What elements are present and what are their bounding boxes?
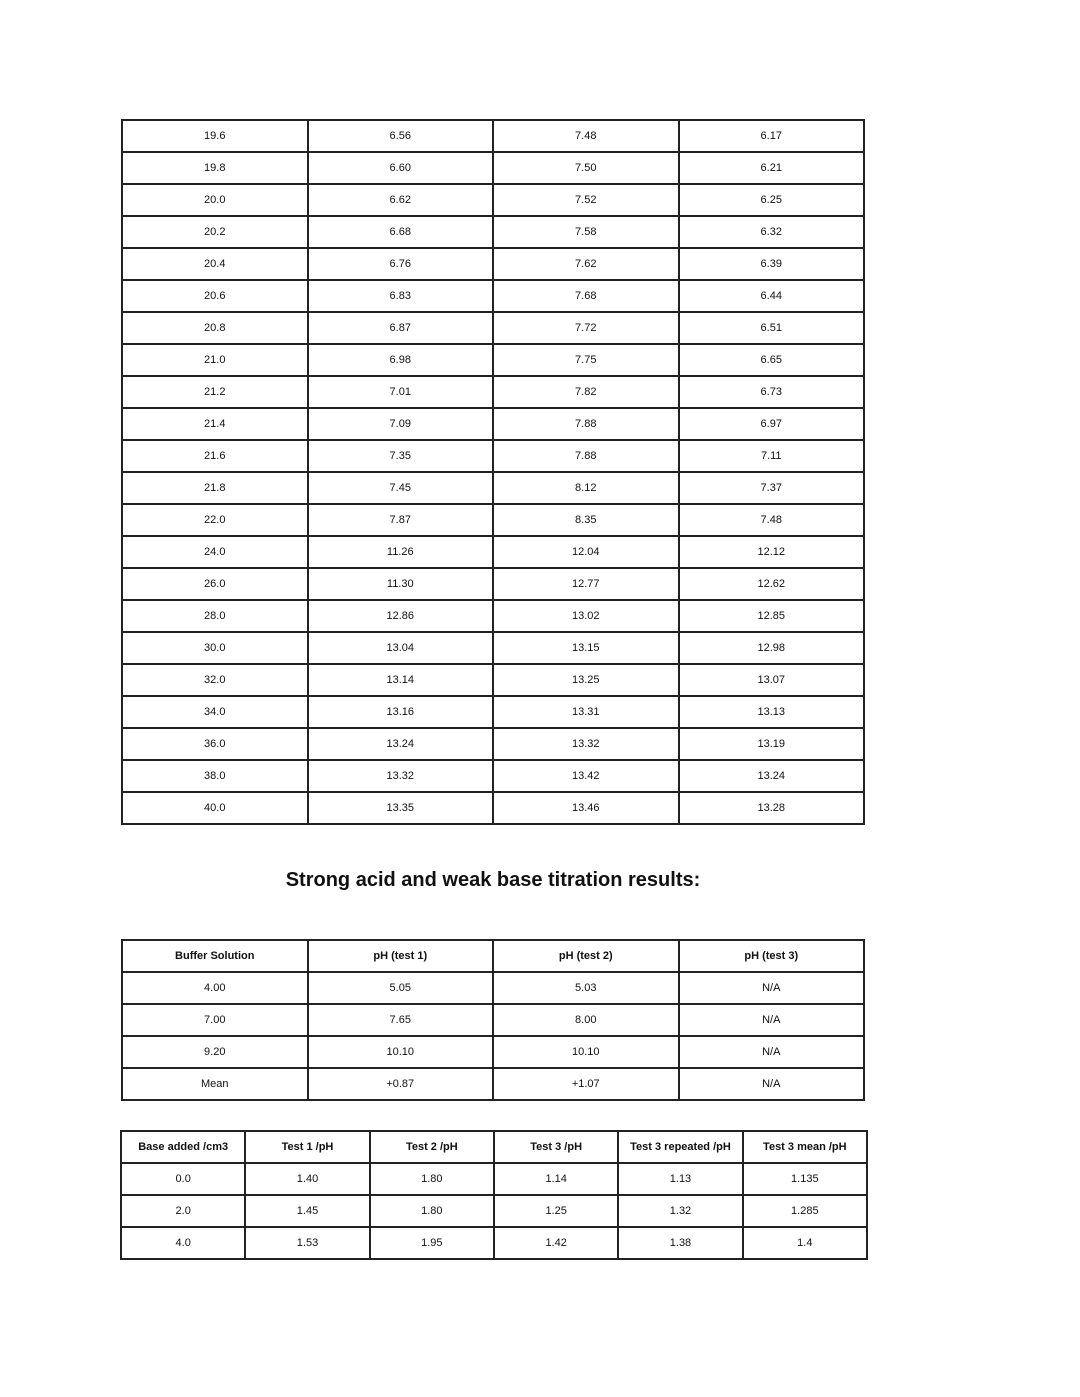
table-cell: 1.40 — [245, 1163, 369, 1195]
table-cell: 1.4 — [743, 1227, 867, 1259]
column-header: Test 3 /pH — [494, 1131, 618, 1163]
table-cell: N/A — [679, 1036, 865, 1068]
table-row — [122, 280, 864, 312]
table-cell: +0.87 — [308, 1068, 494, 1100]
table-cell: 20.2 — [122, 216, 308, 248]
table-row — [122, 312, 864, 344]
table-row — [122, 1036, 864, 1068]
table-cell: 13.19 — [679, 728, 865, 760]
table-cell: 7.45 — [308, 472, 494, 504]
column-header: pH (test 1) — [308, 940, 494, 972]
table-cell: 1.38 — [618, 1227, 742, 1259]
table-cell: 1.135 — [743, 1163, 867, 1195]
table-cell: 21.6 — [122, 440, 308, 472]
table-row — [122, 536, 864, 568]
table-row — [122, 1004, 864, 1036]
table-row — [122, 1068, 864, 1100]
table-cell: 1.285 — [743, 1195, 867, 1227]
table-cell: 13.24 — [308, 728, 494, 760]
table-cell: 7.00 — [122, 1004, 308, 1036]
table-cell: 7.50 — [493, 152, 679, 184]
header-row — [122, 940, 864, 972]
table-cell: 1.53 — [245, 1227, 369, 1259]
table-row — [122, 972, 864, 1004]
table-cell: 26.0 — [122, 568, 308, 600]
table-row — [122, 664, 864, 696]
column-header: Test 3 repeated /pH — [618, 1131, 742, 1163]
table-cell: 7.72 — [493, 312, 679, 344]
table-cell: 12.85 — [679, 600, 865, 632]
header-row — [121, 1131, 867, 1163]
table-cell: 6.60 — [308, 152, 494, 184]
buffer-calibration-table — [121, 939, 865, 1101]
table-cell: 19.6 — [122, 120, 308, 152]
table-cell: 6.17 — [679, 120, 865, 152]
table-row — [122, 472, 864, 504]
table-cell: 13.15 — [493, 632, 679, 664]
table-cell: 7.58 — [493, 216, 679, 248]
table-row — [121, 1195, 867, 1227]
table-row — [122, 376, 864, 408]
table-cell: +1.07 — [493, 1068, 679, 1100]
column-header: pH (test 2) — [493, 940, 679, 972]
table-cell: 1.14 — [494, 1163, 618, 1195]
table-cell: 1.80 — [370, 1163, 494, 1195]
table-cell: 13.32 — [308, 760, 494, 792]
table-cell: 1.95 — [370, 1227, 494, 1259]
table-cell: 7.37 — [679, 472, 865, 504]
table-cell: 20.8 — [122, 312, 308, 344]
table-cell: 30.0 — [122, 632, 308, 664]
table-row — [122, 408, 864, 440]
table-cell: 6.76 — [308, 248, 494, 280]
table-row — [122, 248, 864, 280]
table-cell: 38.0 — [122, 760, 308, 792]
table-cell: 6.62 — [308, 184, 494, 216]
table-cell: 20.6 — [122, 280, 308, 312]
table-cell: 7.48 — [679, 504, 865, 536]
table-cell: 20.0 — [122, 184, 308, 216]
table-row — [122, 728, 864, 760]
table-cell: 12.77 — [493, 568, 679, 600]
table-cell: 19.8 — [122, 152, 308, 184]
table-cell: 7.65 — [308, 1004, 494, 1036]
table-cell: 36.0 — [122, 728, 308, 760]
table-cell: 6.73 — [679, 376, 865, 408]
table-row — [122, 696, 864, 728]
table-cell: 6.44 — [679, 280, 865, 312]
titration-data-table — [121, 119, 865, 825]
table-body — [121, 1163, 867, 1259]
table-cell: 7.09 — [308, 408, 494, 440]
table-cell: 6.87 — [308, 312, 494, 344]
table-cell: 12.62 — [679, 568, 865, 600]
table-cell: N/A — [679, 972, 865, 1004]
column-header: Test 2 /pH — [370, 1131, 494, 1163]
table-cell: 6.32 — [679, 216, 865, 248]
table-cell: 13.35 — [308, 792, 494, 824]
table-cell: 7.75 — [493, 344, 679, 376]
table-cell: 13.25 — [493, 664, 679, 696]
table-cell: 7.35 — [308, 440, 494, 472]
table-row — [122, 632, 864, 664]
table-cell: N/A — [679, 1004, 865, 1036]
table-row — [122, 120, 864, 152]
table-cell: 13.04 — [308, 632, 494, 664]
table-cell: 1.45 — [245, 1195, 369, 1227]
table-cell: 13.31 — [493, 696, 679, 728]
table-row — [122, 504, 864, 536]
table-cell: 4.0 — [121, 1227, 245, 1259]
table-cell: 13.32 — [493, 728, 679, 760]
column-header: Base added /cm3 — [121, 1131, 245, 1163]
table-cell: 10.10 — [493, 1036, 679, 1068]
table-cell: 32.0 — [122, 664, 308, 696]
table-cell: 13.02 — [493, 600, 679, 632]
table-cell: 7.11 — [679, 440, 865, 472]
strong-acid-weak-base-table — [120, 1130, 868, 1260]
table-cell: 7.87 — [308, 504, 494, 536]
table-cell: 8.00 — [493, 1004, 679, 1036]
table-row — [122, 216, 864, 248]
table-row — [122, 568, 864, 600]
table-row — [122, 184, 864, 216]
table-cell: 1.32 — [618, 1195, 742, 1227]
table-body — [122, 972, 864, 1100]
table-cell: 6.65 — [679, 344, 865, 376]
table-cell: 12.04 — [493, 536, 679, 568]
table-cell: 1.80 — [370, 1195, 494, 1227]
column-header: Buffer Solution — [122, 940, 308, 972]
table-cell: 9.20 — [122, 1036, 308, 1068]
column-header: Test 3 mean /pH — [743, 1131, 867, 1163]
table-body — [122, 120, 864, 824]
table-row — [122, 792, 864, 824]
table-cell: 5.03 — [493, 972, 679, 1004]
table-cell: 6.98 — [308, 344, 494, 376]
table-row — [122, 760, 864, 792]
table-cell: 21.4 — [122, 408, 308, 440]
table-cell: 13.28 — [679, 792, 865, 824]
table-cell: 6.97 — [679, 408, 865, 440]
table-cell: 1.25 — [494, 1195, 618, 1227]
table-row — [122, 600, 864, 632]
table-cell: 21.2 — [122, 376, 308, 408]
table-cell: 21.0 — [122, 344, 308, 376]
table-cell: 12.98 — [679, 632, 865, 664]
table-row — [121, 1227, 867, 1259]
table-cell: 2.0 — [121, 1195, 245, 1227]
table-cell: Mean — [122, 1068, 308, 1100]
table-cell: 22.0 — [122, 504, 308, 536]
table-header — [122, 940, 864, 972]
table-cell: 24.0 — [122, 536, 308, 568]
table-cell: N/A — [679, 1068, 865, 1100]
table-cell: 7.68 — [493, 280, 679, 312]
table-cell: 6.21 — [679, 152, 865, 184]
table-cell: 8.35 — [493, 504, 679, 536]
table-cell: 28.0 — [122, 600, 308, 632]
table-cell: 12.12 — [679, 536, 865, 568]
table-cell: 6.39 — [679, 248, 865, 280]
table-cell: 7.88 — [493, 440, 679, 472]
table-cell: 6.56 — [308, 120, 494, 152]
table-row — [121, 1163, 867, 1195]
section-heading: Strong acid and weak base titration results: — [285, 869, 701, 891]
table-row — [122, 344, 864, 376]
table-cell: 6.25 — [679, 184, 865, 216]
column-header: pH (test 3) — [679, 940, 865, 972]
table-cell: 11.26 — [308, 536, 494, 568]
table-cell: 21.8 — [122, 472, 308, 504]
table-cell: 4.00 — [122, 972, 308, 1004]
table-row — [122, 440, 864, 472]
table-cell: 11.30 — [308, 568, 494, 600]
table-cell: 7.01 — [308, 376, 494, 408]
table-cell: 7.52 — [493, 184, 679, 216]
table-cell: 40.0 — [122, 792, 308, 824]
table-cell: 20.4 — [122, 248, 308, 280]
table-cell: 6.51 — [679, 312, 865, 344]
table-cell: 13.42 — [493, 760, 679, 792]
table-cell: 7.62 — [493, 248, 679, 280]
table-cell: 1.13 — [618, 1163, 742, 1195]
table-cell: 12.86 — [308, 600, 494, 632]
table-cell: 13.13 — [679, 696, 865, 728]
table-cell: 13.14 — [308, 664, 494, 696]
table-cell: 13.24 — [679, 760, 865, 792]
table-cell: 5.05 — [308, 972, 494, 1004]
table-cell: 34.0 — [122, 696, 308, 728]
table-header — [121, 1131, 867, 1163]
table-cell: 0.0 — [121, 1163, 245, 1195]
table-cell: 7.48 — [493, 120, 679, 152]
table-cell: 6.83 — [308, 280, 494, 312]
table-cell: 8.12 — [493, 472, 679, 504]
column-header: Test 1 /pH — [245, 1131, 369, 1163]
table-cell: 13.07 — [679, 664, 865, 696]
table-cell: 6.68 — [308, 216, 494, 248]
table-cell: 7.88 — [493, 408, 679, 440]
table-cell: 1.42 — [494, 1227, 618, 1259]
table-cell: 10.10 — [308, 1036, 494, 1068]
table-row — [122, 152, 864, 184]
table-cell: 13.16 — [308, 696, 494, 728]
table-cell: 13.46 — [493, 792, 679, 824]
table-cell: 7.82 — [493, 376, 679, 408]
